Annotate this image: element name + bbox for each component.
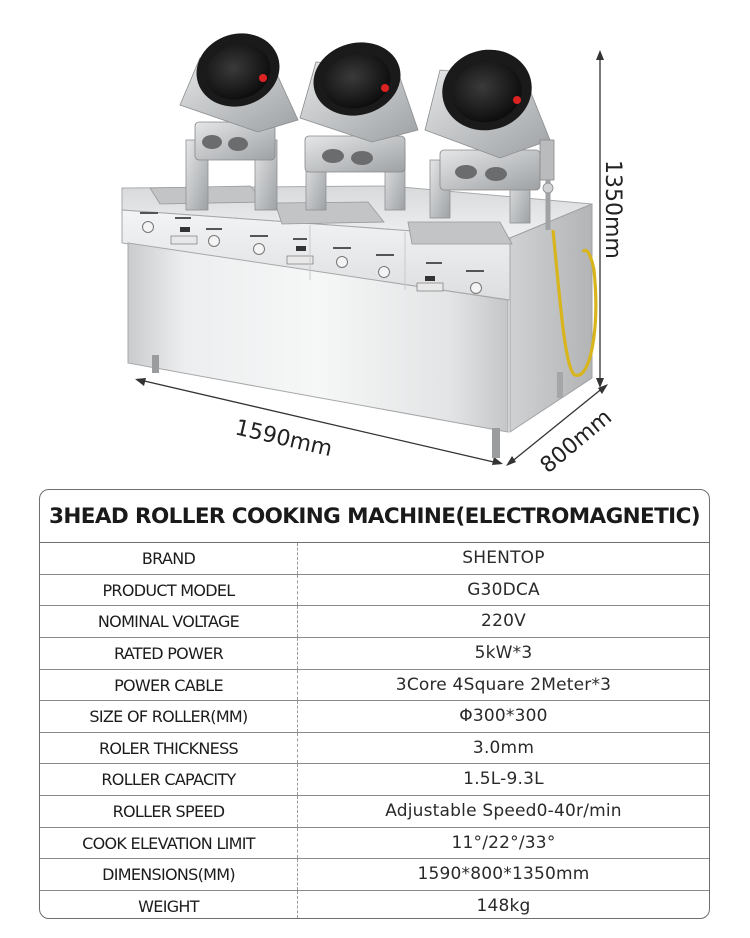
row-label: RATED POWER	[40, 638, 298, 669]
length-label: 1590mm	[232, 415, 335, 463]
row-value: 148kg	[476, 896, 531, 917]
row-value: SHENTOP	[462, 548, 545, 568]
table-row	[40, 575, 709, 607]
row-value: 3.0mm	[472, 737, 535, 758]
table-row	[40, 859, 709, 891]
spec-rows	[40, 543, 709, 919]
row-label: ROLLER SPEED	[40, 796, 298, 827]
row-value: Φ300*300	[459, 706, 548, 727]
table-row	[40, 701, 709, 733]
row-label: NOMINAL VOLTAGE	[40, 606, 298, 637]
table-row	[40, 796, 709, 828]
row-value: 1590*800*1350mm	[417, 864, 590, 885]
height-label: 1350mm	[600, 160, 625, 259]
row-label: SIZE OF ROLLER(MM)	[40, 701, 298, 732]
cabinet	[122, 186, 592, 458]
row-label: DIMENSIONS(MM)	[40, 859, 298, 890]
row-label: ROLER THICKNESS	[40, 733, 298, 764]
row-label: COOK ELEVATION LIMIT	[40, 828, 298, 859]
table-row	[40, 764, 709, 796]
row-label: BRAND	[40, 543, 298, 574]
table-row	[40, 638, 709, 670]
table-row	[40, 606, 709, 638]
table-row	[40, 670, 709, 702]
cooking-head-left	[180, 23, 298, 210]
row-value: G30DCA	[467, 579, 540, 600]
table-row	[40, 828, 709, 860]
dimension-height	[596, 50, 625, 388]
table-row	[40, 891, 709, 919]
row-label: ROLLER CAPACITY	[40, 764, 298, 795]
row-value: 3Core 4Square 2Meter*3	[395, 674, 612, 695]
table-row	[40, 733, 709, 765]
depth-label: 800mm	[535, 404, 617, 479]
cooking-head-middle	[300, 33, 418, 210]
row-value: Adjustable Speed0-40r/min	[385, 801, 622, 822]
spec-table	[39, 489, 710, 919]
table-row	[40, 543, 709, 575]
row-value: 220V	[481, 611, 526, 632]
row-label: WEIGHT	[40, 891, 298, 919]
table-title: 3HEAD ROLLER COOKING MACHINE(ELECTROMAGNETIC)	[40, 490, 709, 543]
row-value: 1.5L-9.3L	[463, 769, 544, 790]
row-value: 11°/22°/33°	[451, 832, 556, 853]
row-label: PRODUCT MODEL	[40, 575, 298, 606]
row-value: 5kW*3	[474, 642, 533, 663]
row-label: POWER CABLE	[40, 670, 298, 701]
